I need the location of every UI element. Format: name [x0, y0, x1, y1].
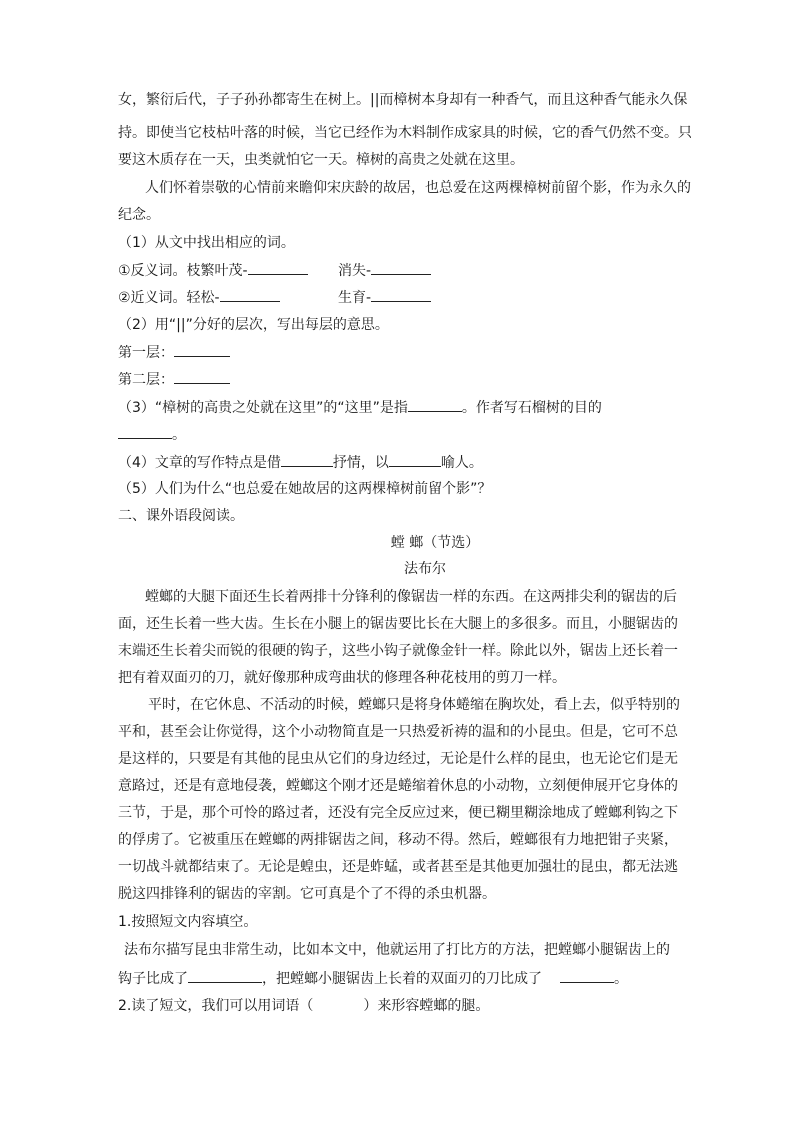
question-4-line [118, 452, 483, 472]
antonym-blank-1[interactable] [248, 260, 308, 275]
q2-1-text-a: 钩子比成了 [118, 971, 188, 987]
passage-line: 纪念。 [118, 207, 160, 223]
article-line: 脱这四排锋利的锯齿的宰割。它可真是个了不得的杀虫机器。 [118, 886, 496, 902]
synonym-label-2: 生育- [338, 290, 372, 306]
synonym-label: ②近义词。轻松- [118, 290, 220, 306]
question-4-blank-1[interactable] [281, 452, 333, 467]
article-line: 是这样的，只要是有其他的昆虫从它们的身边经过，无论是什么样的昆虫，也无论它们是无 [118, 751, 678, 767]
q2-1-end: 。 [614, 971, 628, 987]
article-line: 的俘虏了。它被重压在螳螂的两排锯齿之间，移动不得。然后，螳螂很有力地把钳子夹紧， [118, 832, 678, 848]
question-3-blank-1[interactable] [408, 397, 462, 412]
antonym-row [118, 260, 308, 280]
article-line: 意路过，还是有意地侵袭，螳螂这个刚才还是蜷缩着休息的小动物，立刻便伸展开它身体的 [118, 778, 678, 794]
antonym-label-2: 消失- [338, 263, 372, 279]
layer-1-label: 第一层： [118, 345, 174, 361]
article-line: 一切战斗就都结束了。无论是蝗虫，还是蚱蜢，或者甚至是其他更加强壮的昆虫，都无法逃 [118, 859, 678, 875]
article-line: 面，还生长着一些大齿。生长在小腿上的锯齿要比长在大腿上的多很多。而且，小腿锯齿的 [118, 616, 678, 632]
q2-1-blank-1[interactable] [188, 968, 262, 983]
synonym-blank-1[interactable] [220, 287, 280, 302]
layer-2-blank[interactable] [174, 369, 230, 384]
question-3-text-a: （3）“樟树的高贵之处就在这里”的“这里”是指 [118, 400, 408, 416]
q2-2-line [118, 996, 489, 1016]
article-line: 螳螂的大腿下面还生长着两排十分锋利的像锯齿一样的东西。在这两排尖利的锯齿的后 [145, 589, 677, 605]
synonym-row-right [338, 287, 431, 307]
layer-1-row [118, 342, 230, 362]
question-1-prompt: （1）从文中找出相应的词。 [118, 235, 295, 251]
q2-1-blank-2[interactable] [560, 968, 614, 983]
article-author: 法布尔 [404, 561, 446, 577]
synonym-blank-2[interactable] [371, 287, 431, 302]
article-line: 平和，甚至会让你觉得，这个小动物简直是一只热爱祈祷的温和的小昆虫。但是，它可不总 [118, 724, 678, 740]
question-3-text-b: 。作者写石榴树的目的 [461, 400, 602, 416]
article-line: 末端还生长着尖而锐的很硬的钩子，这些小钩子就像金针一样。除此以外，锯齿上还长着一 [118, 643, 678, 659]
question-3-line-2 [118, 424, 186, 444]
synonym-row [118, 287, 280, 307]
q2-1-prompt: 1.按照短文内容填空。 [118, 914, 258, 930]
q2-2-text-a: 2.读了短文，我们可以用词语（ [118, 998, 314, 1014]
layer-2-label: 第二层： [118, 372, 174, 388]
q2-2-text-b: ）来形容螳螂的腿。 [363, 998, 490, 1014]
question-5-prompt: （5）人们为什么“也总爱在她故居的这两棵樟树前留个影”？ [118, 481, 492, 497]
section-2-heading: 二、课外语段阅读。 [118, 508, 244, 524]
article-line: 把有着双面刃的刀，就好像那种成弯曲状的修理各种花枝用的剪刀一样。 [118, 670, 566, 686]
antonym-blank-2[interactable] [371, 260, 431, 275]
question-4-text-c: 喻人。 [440, 455, 483, 471]
antonym-row-right [338, 260, 431, 280]
article-line: 三节，于是，那个可怜的路过者，还没有完全反应过来，便已糊里糊涂地成了螳螂利钩之下 [118, 805, 678, 821]
layer-1-blank[interactable] [174, 342, 230, 357]
passage-line: 要这木质存在一天，虫类就怕它一天。樟树的高贵之处就在这里。 [118, 152, 524, 168]
q2-1-text-b: ，把螳螂小腿锯齿上长着的双面刃的刀比成了 [262, 971, 542, 987]
article-title: 螳 螂（节选） [390, 535, 480, 551]
question-4-text-a: （4）文章的写作特点是借 [118, 455, 281, 471]
question-3-blank-2[interactable] [118, 424, 172, 439]
antonym-label: ①反义词。枝繁叶茂- [118, 263, 248, 279]
q2-1-line-2 [118, 968, 628, 988]
q2-1-line-1: 法布尔描写昆虫非常生动，比如本文中，他就运用了打比方的方法，把螳螂小腿锯齿上的 [124, 942, 670, 958]
question-3-line [118, 397, 602, 417]
passage-line: 持。即使当它枝枯叶落的时候，当它已经作为木料制作成家具的时候，它的香气仍然不变。只 [118, 125, 692, 141]
passage-line: 女，繁衍后代，子子孙孙都寄生在树上。||而樟树本身却有一种香气，而且这种香气能永久保 [118, 92, 688, 108]
question-4-blank-2[interactable] [389, 452, 441, 467]
question-2-prompt: （2）用“||”分好的层次，写出每层的意思。 [118, 317, 389, 333]
passage-line: 人们怀着崇敬的心情前来瞻仰宋庆龄的故居，也总爱在这两棵樟树前留个影，作为永久的 [145, 180, 691, 196]
question-3-end: 。 [172, 427, 186, 443]
layer-2-row [118, 369, 230, 389]
question-4-text-b: 抒情，以 [332, 455, 389, 471]
article-line: 平时，在它休息、不活动的时候，螳螂只是将身体蜷缩在胸坎处，看上去，似乎特别的 [148, 697, 680, 713]
